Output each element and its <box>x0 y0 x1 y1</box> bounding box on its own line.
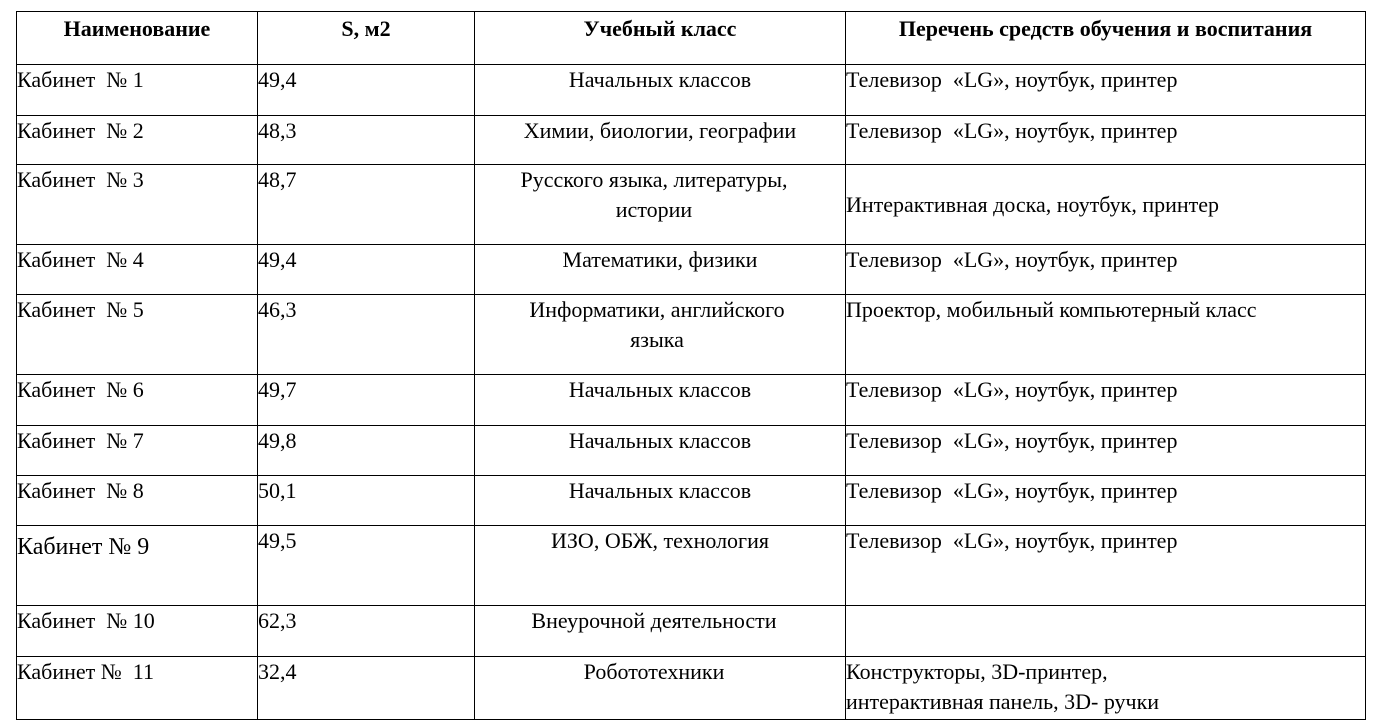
room-class-text: Русского языка, литературы, истории <box>520 167 788 222</box>
room-area: 49,5 <box>258 526 475 606</box>
header-area: S, м2 <box>258 12 475 65</box>
room-name: Кабинет № 5 <box>17 295 258 375</box>
room-area: 49,4 <box>258 245 475 295</box>
room-name: Кабинет № 3 <box>17 165 258 245</box>
table-row <box>17 295 1366 375</box>
room-equipment: Интерактивная доска, ноутбук, принтер <box>846 165 1366 245</box>
room-name: Кабинет № 8 <box>17 476 258 526</box>
table-row <box>17 526 1366 606</box>
table-row <box>17 426 1366 476</box>
table-row <box>17 245 1366 295</box>
room-name: Кабинет № 10 <box>17 606 258 657</box>
room-equipment: Телевизор «LG», ноутбук, принтер <box>846 245 1366 295</box>
room-equipment: Конструкторы, 3D-принтер, интерактивная панель, 3D- ручки <box>846 657 1366 720</box>
room-class <box>475 295 846 375</box>
header-name: Наименование <box>17 12 258 65</box>
room-name: Кабинет № 11 <box>17 657 258 720</box>
room-equipment: Телевизор «LG», ноутбук, принтер <box>846 426 1366 476</box>
room-equipment <box>846 606 1366 657</box>
table-row <box>17 116 1366 165</box>
room-area: 46,3 <box>258 295 475 375</box>
room-name: Кабинет № 4 <box>17 245 258 295</box>
table-row <box>17 375 1366 426</box>
room-area: 50,1 <box>258 476 475 526</box>
room-class: Начальных классов <box>475 65 846 116</box>
table-row <box>17 165 1366 245</box>
table-row <box>17 65 1366 116</box>
header-class: Учебный класс <box>475 12 846 65</box>
table-row <box>17 476 1366 526</box>
room-area: 49,8 <box>258 426 475 476</box>
table-row <box>17 606 1366 657</box>
room-name: Кабинет № 9 <box>17 526 258 606</box>
room-class: Математики, физики <box>475 245 846 295</box>
room-equipment: Телевизор «LG», ноутбук, принтер <box>846 65 1366 116</box>
room-equipment: Телевизор «LG», ноутбук, принтер <box>846 526 1366 606</box>
table-header-row <box>17 12 1366 65</box>
room-name: Кабинет № 2 <box>17 116 258 165</box>
room-area: 48,7 <box>258 165 475 245</box>
room-class: Начальных классов <box>475 476 846 526</box>
room-class: Химии, биологии, географии <box>475 116 846 165</box>
room-area: 48,3 <box>258 116 475 165</box>
room-area: 49,7 <box>258 375 475 426</box>
room-name: Кабинет № 6 <box>17 375 258 426</box>
room-class-text: Информатики, английского языка <box>529 297 785 352</box>
room-equipment: Телевизор «LG», ноутбук, принтер <box>846 116 1366 165</box>
room-class <box>475 165 846 245</box>
room-class: Начальных классов <box>475 375 846 426</box>
room-equipment: Телевизор «LG», ноутбук, принтер <box>846 375 1366 426</box>
room-class: ИЗО, ОБЖ, технология <box>475 526 846 606</box>
table-row <box>17 657 1366 720</box>
room-equipment: Телевизор «LG», ноутбук, принтер <box>846 476 1366 526</box>
equipment-table <box>16 11 1366 720</box>
room-area: 62,3 <box>258 606 475 657</box>
room-equipment: Проектор, мобильный компьютерный класс <box>846 295 1366 375</box>
header-equipment: Перечень средств обучения и воспитания <box>846 12 1366 65</box>
room-area: 32,4 <box>258 657 475 720</box>
room-name: Кабинет № 7 <box>17 426 258 476</box>
room-class: Робототехники <box>475 657 846 720</box>
room-name: Кабинет № 1 <box>17 65 258 116</box>
room-class: Начальных классов <box>475 426 846 476</box>
room-class: Внеурочной деятельности <box>475 606 846 657</box>
room-area: 49,4 <box>258 65 475 116</box>
